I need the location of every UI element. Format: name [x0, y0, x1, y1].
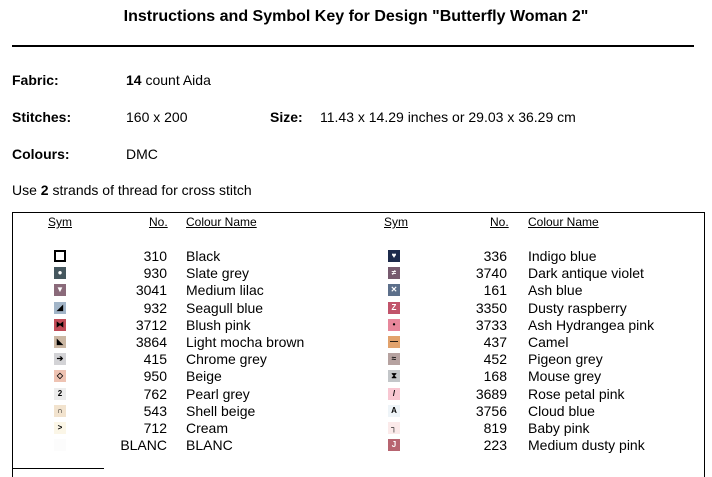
- colour-name: Light mocha brown: [186, 334, 305, 350]
- slash-icon: /: [388, 388, 400, 400]
- colour-name: Blush pink: [186, 317, 251, 333]
- x-icon: ✕: [388, 284, 400, 296]
- arch-icon: ∩: [54, 405, 66, 417]
- instruction-text: [12, 182, 252, 198]
- table-bottom-rule: [12, 468, 104, 469]
- fabric-value: [126, 72, 211, 88]
- header-name-right: Colour Name: [528, 215, 599, 229]
- colour-name: BLANC: [186, 437, 233, 453]
- colour-number: 336: [483, 248, 507, 264]
- heart-icon: ♥: [388, 250, 400, 262]
- blank-icon: [54, 439, 66, 451]
- colour-name: Baby pink: [528, 420, 590, 436]
- colour-name: Shell beige: [186, 403, 256, 419]
- colour-number: 950: [143, 368, 167, 384]
- not-equal-icon: ≠: [388, 267, 400, 279]
- header-no-left: No.: [149, 215, 168, 229]
- colour-number: 3740: [475, 265, 507, 281]
- colour-name: Rose petal pink: [528, 386, 625, 402]
- colours-value: DMC: [126, 146, 158, 162]
- fabric-type: count Aida: [141, 72, 211, 88]
- colours-label: Colours:: [12, 146, 70, 162]
- stitches-value: 160 x 200: [126, 109, 188, 125]
- fabric-label: Fabric:: [12, 72, 59, 88]
- colour-number: 3756: [475, 403, 507, 419]
- header-no-right: No.: [490, 215, 509, 229]
- colour-number: 930: [143, 265, 167, 281]
- colour-name: Camel: [528, 334, 569, 350]
- strand-count: 2: [40, 182, 49, 198]
- header-sym-left: Sym: [48, 215, 72, 229]
- colour-name: Dark antique violet: [528, 265, 644, 281]
- colour-number: 168: [483, 368, 507, 384]
- chevron-right-icon: >: [54, 422, 66, 434]
- down-triangle-icon: ▼: [54, 284, 66, 296]
- colour-name: Cloud blue: [528, 403, 595, 419]
- circle-icon: ●: [54, 267, 66, 279]
- diamond-icon: ◇: [54, 370, 66, 382]
- colour-number: 3350: [475, 300, 507, 316]
- colour-name: Black: [186, 248, 221, 264]
- dash-icon: —: [390, 337, 398, 346]
- wave-icon: ≈: [388, 353, 400, 365]
- page-title: Instructions and Symbol Key for Design "Butterfly Woman 2": [123, 8, 589, 25]
- colour-number: 932: [143, 300, 167, 316]
- letter-j-icon: J: [388, 439, 400, 451]
- fabric-count: 14: [126, 72, 142, 88]
- colour-number: 712: [143, 420, 167, 436]
- colour-name: Mouse grey: [528, 368, 602, 384]
- letter-a-icon: A: [388, 405, 400, 417]
- colour-number: 3689: [475, 386, 507, 402]
- arrow-icon: ➔: [54, 353, 66, 365]
- colour-number: 3041: [135, 282, 167, 298]
- size-value: 11.43 x 14.29 inches or 29.03 x 36.29 cm: [320, 109, 576, 125]
- hourglass-icon: ⧗: [388, 370, 400, 382]
- colour-number: 819: [483, 420, 507, 436]
- colour-name: Ash Hydrangea pink: [528, 317, 655, 333]
- colour-number: 437: [483, 334, 507, 350]
- colour-name: Indigo blue: [528, 248, 597, 264]
- colour-name: Ash blue: [528, 282, 583, 298]
- colour-number: 3733: [475, 317, 507, 333]
- two-icon: 2: [54, 388, 66, 400]
- z-icon: Z: [388, 302, 400, 314]
- dot-icon: •: [388, 319, 400, 331]
- instruction-prefix: Use: [12, 182, 41, 198]
- header-name-left: Colour Name: [186, 215, 257, 229]
- colour-number: 415: [143, 351, 167, 367]
- colour-number: 3864: [135, 334, 167, 350]
- colour-name: Pearl grey: [186, 386, 250, 402]
- title-rule: [12, 45, 694, 47]
- colour-name: Pigeon grey: [528, 351, 603, 367]
- colour-number: 310: [143, 248, 167, 264]
- corner-triangle-icon: ◢: [54, 302, 66, 314]
- colour-number: 3712: [135, 317, 167, 333]
- stitches-label: Stitches:: [12, 109, 72, 125]
- colour-name: Cream: [186, 420, 229, 436]
- colour-number: BLANC: [120, 437, 167, 453]
- colour-name: Medium dusty pink: [528, 437, 645, 453]
- colour-number: 161: [483, 282, 507, 298]
- corner-triangle-icon: ◣: [54, 336, 66, 348]
- colour-number: 762: [143, 386, 167, 402]
- corner-icon: ┐: [388, 422, 400, 434]
- colour-name: Medium lilac: [186, 282, 264, 298]
- hollow-square-icon: [54, 250, 66, 262]
- colour-number: 452: [483, 351, 507, 367]
- colour-name: Beige: [186, 368, 222, 384]
- bowtie-icon: ⧓: [56, 320, 64, 329]
- size-label: Size:: [270, 109, 303, 125]
- colour-number: 223: [483, 437, 507, 453]
- colour-name: Slate grey: [186, 265, 250, 281]
- colour-name: Seagull blue: [186, 300, 264, 316]
- colour-number: 543: [143, 403, 167, 419]
- instruction-suffix: strands of thread for cross stitch: [48, 182, 252, 198]
- colour-name: Chrome grey: [186, 351, 267, 367]
- colour-name: Dusty raspberry: [528, 300, 627, 316]
- header-sym-right: Sym: [384, 215, 408, 229]
